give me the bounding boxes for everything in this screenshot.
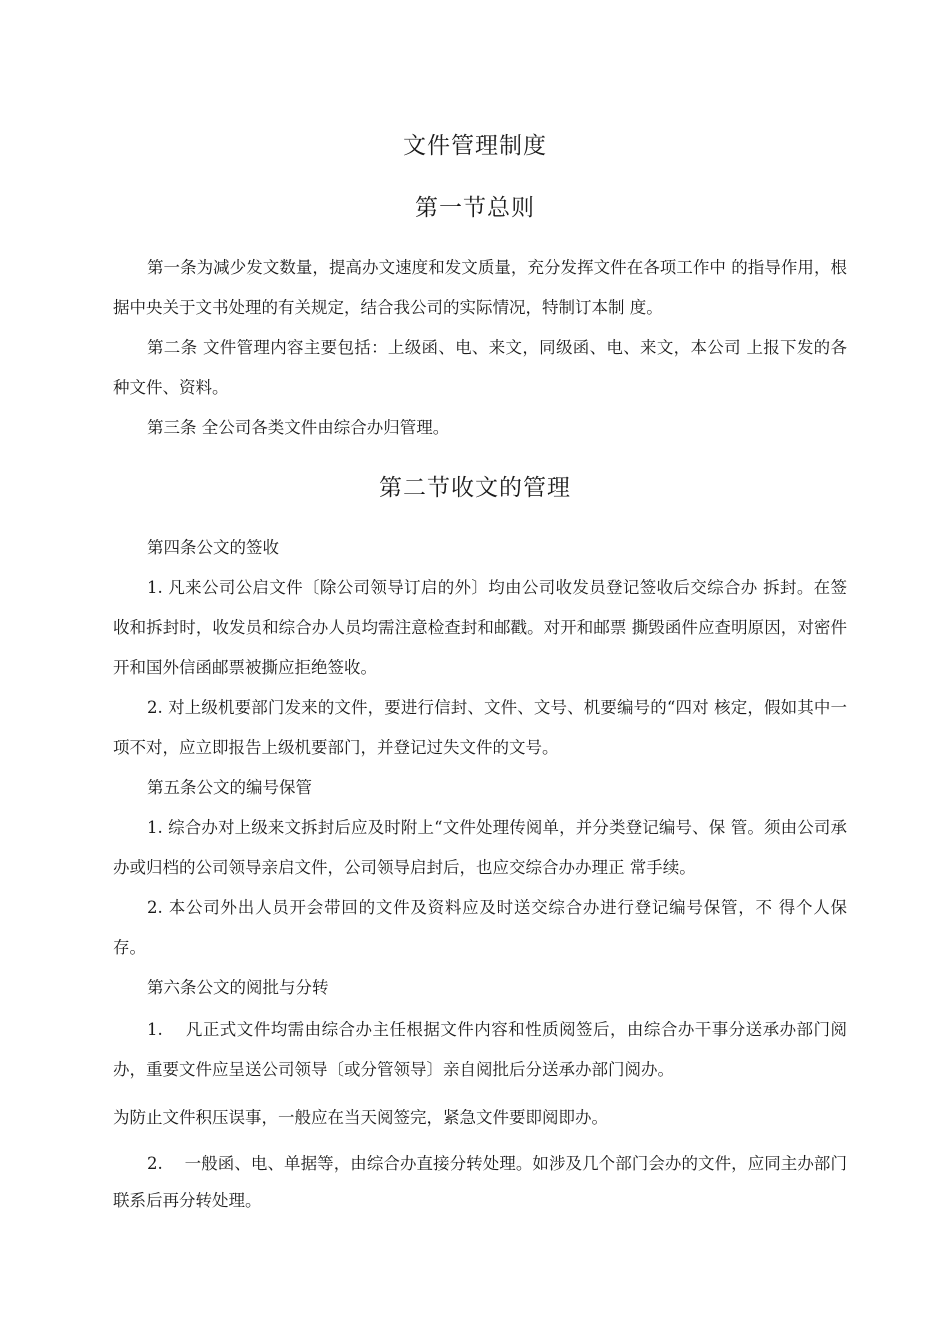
article-1: 第一条为减少发文数量，提高办文速度和发文质量，充分发挥文件在各项工作中 的指导作用，根据中央关于文书处理的有关规定，结合我公司的实际情况，特制订本制 度。	[113, 258, 847, 317]
article-4-item-2: 2. 对上级机要部门发来的文件，要进行信封、文件、文号、机要编号的“四对 核定，假如其中一项不对，应立即报告上级机要部门，并登记过失文件的文号。	[113, 698, 847, 757]
article-2: 第二条 文件管理内容主要包括：上级函、电、来文，同级函、电、来文，本公司 上报下发的各种文件、资料。	[113, 338, 847, 397]
article-5-item-2: 2. 本公司外出人员开会带回的文件及资料应及时送交综合办进行登记编号保管，不 得个人保存。	[113, 898, 847, 957]
section-2-heading: 第二节收文的管理	[379, 475, 571, 501]
article-6-title: 第六条公文的阅批与分转	[147, 978, 329, 997]
section-1-heading: 第一节总则	[415, 195, 535, 221]
article-6-item-1: 1. 凡正式文件均需由综合办主任根据文件内容和性质阅签后，由综合办干事分送承办部门阅办，重要文件应呈送公司领导〔或分管领导〕亲自阅批后分送承办部门阅办。	[113, 1020, 847, 1079]
article-3: 第三条 全公司各类文件由综合办归管理。	[147, 418, 450, 437]
article-5-title: 第五条公文的编号保管	[147, 778, 312, 797]
document-title: 文件管理制度	[403, 133, 547, 159]
article-4-title: 第四条公文的签收	[147, 538, 279, 557]
article-4-item-1: 1. 凡来公司公启文件〔除公司领导订启的外〕均由公司收发员登记签收后交综合办 拆封。在签收和拆封时，收发员和综合办人员均需注意检查封和邮戳。对开和邮票 撕毁函件应查明原因，对密件开和国外信函邮票被撕应拒绝签收。	[113, 578, 847, 677]
article-6-item-2: 2. 一般函、电、单据等，由综合办直接分转处理。如涉及几个部门会办的文件，应同主办部门联系后再分转处理。	[113, 1154, 847, 1210]
article-6-item-1-note: 为防止文件积压误事，一般应在当天阅签完，紧急文件要即阅即办。	[113, 1108, 608, 1127]
article-5-item-1: 1. 综合办对上级来文拆封后应及时附上“文件处理传阅单，并分类登记编号、保 管。须由公司承办或归档的公司领导亲启文件，公司领导启封后，也应交综合办办理正 常手续。	[113, 818, 847, 877]
